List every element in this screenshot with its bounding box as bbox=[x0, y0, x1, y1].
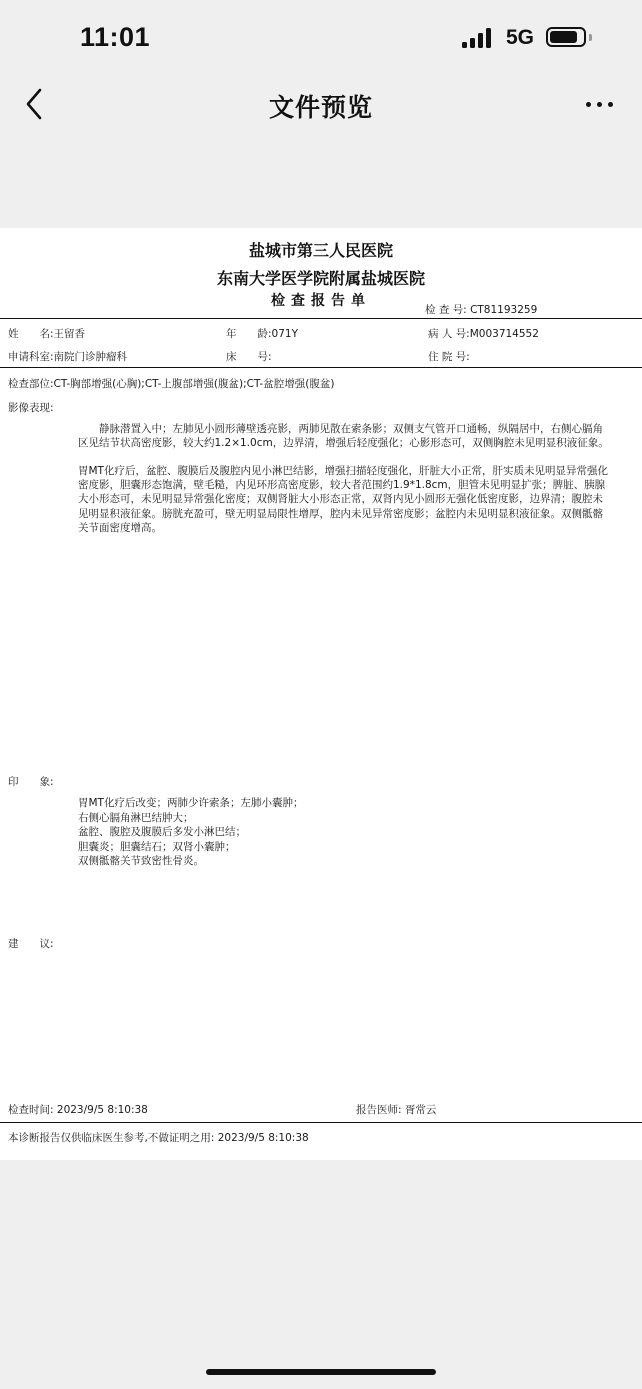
exam-site-label: 检查部位: bbox=[8, 378, 54, 390]
dept-value: 南院门诊肿瘤科 bbox=[53, 351, 128, 363]
disclaimer bbox=[8, 1130, 309, 1145]
disclaimer-time: 2023/9/5 8:10:38 bbox=[217, 1132, 309, 1144]
age-label: 年 龄: bbox=[226, 328, 272, 340]
doctor-name: 胥常云 bbox=[404, 1104, 437, 1116]
status-time: 11:01 bbox=[80, 22, 151, 52]
impression-list bbox=[78, 796, 303, 869]
bed-field bbox=[226, 349, 272, 364]
nav-bar bbox=[0, 70, 642, 142]
exam-no-label: 检 查 号: bbox=[425, 304, 467, 316]
findings-label: 影像表现: bbox=[8, 402, 54, 414]
disclaimer-text: 本诊断报告仅供临床医生参考,不做证明之用: bbox=[8, 1132, 215, 1144]
signal-icon bbox=[462, 28, 494, 48]
impression-line: 右侧心膈角淋巴结肿大； bbox=[78, 811, 194, 824]
hospital-subtitle: 东南大学医学院附属盐城医院 bbox=[216, 269, 425, 288]
page-title: 文件预览 bbox=[268, 93, 373, 122]
exam-no-field bbox=[425, 302, 537, 317]
doctor-field bbox=[356, 1102, 436, 1117]
patient-name: 王留香 bbox=[53, 328, 86, 340]
doctor-label: 报告医师: bbox=[356, 1104, 402, 1116]
inpatient-no-label: 住 院 号: bbox=[428, 351, 470, 363]
status-bar bbox=[0, 0, 642, 70]
exam-time-label: 检查时间: bbox=[8, 1104, 54, 1116]
home-indicator[interactable] bbox=[206, 1369, 436, 1375]
findings-paragraph-abdomen: 胃MT化疗后，盆腔、腹膜后及腹腔内见小淋巴结影，增强扫描轻度强化，肝脏大小正常，肝实质未见明显异常强化密度影，胆囊形态饱满，壁毛糙，内见环形高密度影，较大者范围约1.9*1.8cm，胆管未见明显扩张；脾脏、胰腺大小形态可，未见明显异常强化密度；双侧肾脏大小形态正常，双肾内见小圆形无强化低密度影，边界清；腹腔未见明显积液征象。膀胱充盈可，壁无明显局限性增厚，腔内未见异常密度影；盆腔内未见明显积液征象。双侧骶髂关节面密度增高。 bbox=[78, 465, 608, 534]
dept-label: 申请科室: bbox=[8, 351, 54, 363]
age-field bbox=[226, 326, 298, 341]
findings-paragraph-chest: 静脉潜置入中；左肺见小圆形薄壁透亮影，两肺见散在索条影；双侧支气管开口通畅，纵隔居中，右侧心膈角区见结节状高密度影，较大约1.2×1.0cm，边界清，增强后轻度强化；心影形态可，双侧胸腔未见明显积液征象。 bbox=[78, 423, 609, 450]
advice-label: 建 议: bbox=[8, 938, 54, 950]
impression-label: 印 象: bbox=[8, 776, 54, 788]
exam-time-field bbox=[8, 1102, 148, 1117]
divider bbox=[0, 367, 642, 368]
document-preview[interactable] bbox=[0, 228, 642, 1160]
exam-no-value: CT81193259 bbox=[470, 304, 538, 316]
impression-line: 胆囊炎；胆囊结石；双肾小囊肿； bbox=[78, 840, 236, 853]
divider bbox=[0, 1122, 642, 1123]
impression-line: 胃MT化疗后改变；两肺少许索条；左肺小囊肿； bbox=[78, 797, 304, 809]
exam-site-value: CT-胸部增强(心胸);CT-上腹部增强(腹盆);CT-盆腔增强(腹盆) bbox=[53, 378, 335, 390]
patient-no-field bbox=[428, 326, 539, 341]
impression-line: 盆腔、腹腔及腹膜后多发小淋巴结； bbox=[78, 826, 246, 838]
network-label: 5G bbox=[506, 26, 535, 49]
patient-name-field bbox=[8, 326, 85, 341]
battery-icon bbox=[546, 27, 586, 47]
impression-line: 双侧骶髂关节致密性骨炎。 bbox=[78, 855, 204, 867]
inpatient-no-field bbox=[428, 349, 470, 364]
more-button[interactable] bbox=[580, 90, 620, 120]
exam-time-value: 2023/9/5 8:10:38 bbox=[56, 1104, 148, 1116]
patient-no-label: 病 人 号: bbox=[428, 328, 470, 340]
name-label: 姓 名: bbox=[8, 328, 54, 340]
patient-no-value: M003714552 bbox=[469, 328, 539, 340]
age-value: 071Y bbox=[271, 328, 299, 340]
report-form-title: 检查报告单 bbox=[271, 293, 371, 309]
dept-field bbox=[8, 349, 127, 364]
hospital-name: 盐城市第三人民医院 bbox=[248, 241, 393, 260]
exam-site-field bbox=[8, 376, 334, 391]
battery-cap bbox=[589, 34, 592, 41]
divider bbox=[0, 318, 642, 319]
bed-label: 床 号: bbox=[226, 351, 272, 363]
battery-level bbox=[550, 31, 577, 43]
